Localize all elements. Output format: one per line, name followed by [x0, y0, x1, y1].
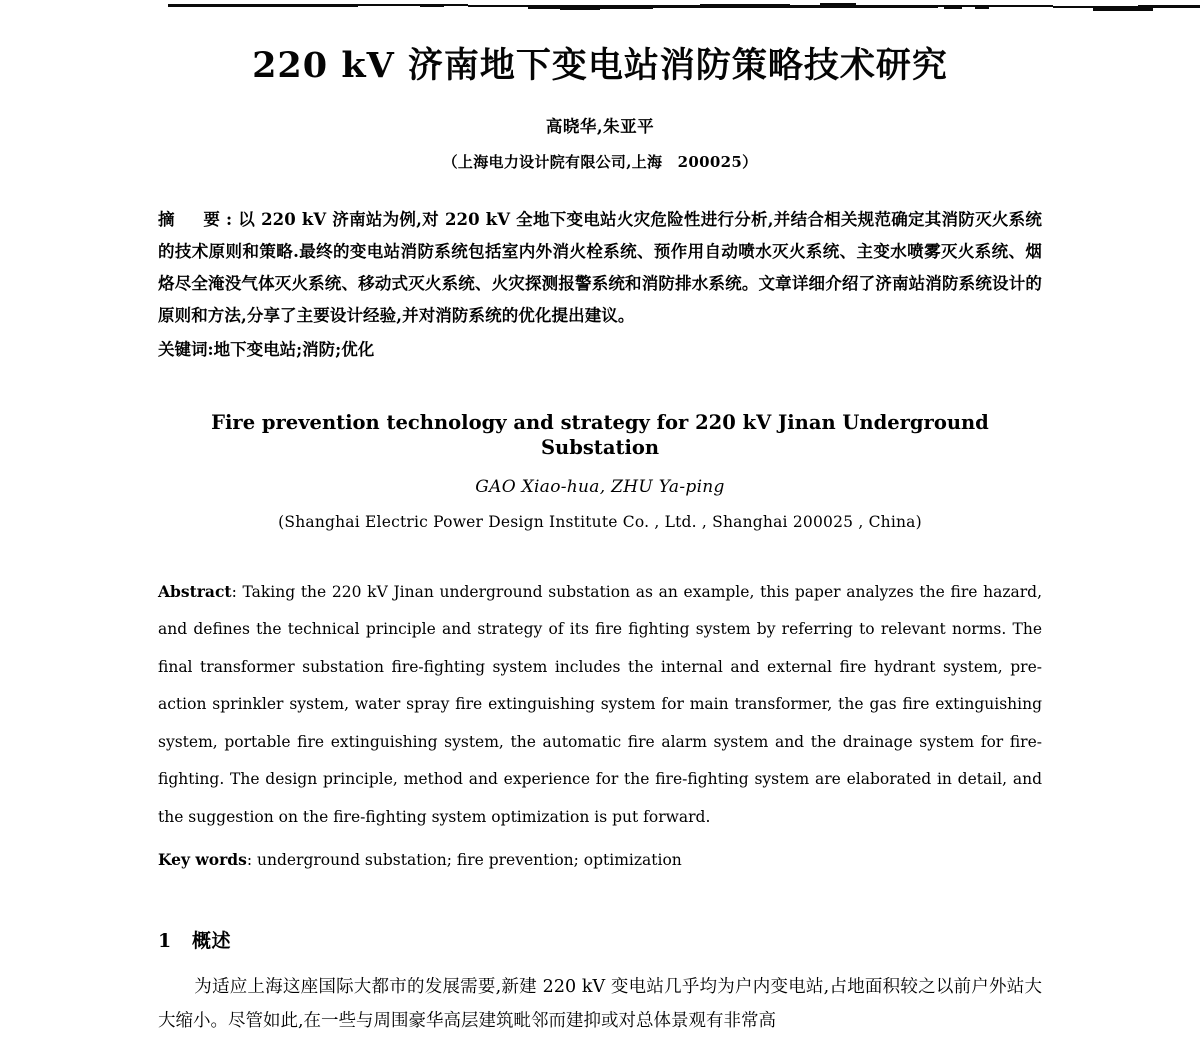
chinese-affiliation: （上海电力设计院有限公司,上海 200025）	[442, 152, 758, 171]
section-number: 1	[158, 929, 172, 952]
english-keywords-label: Key words	[158, 850, 247, 870]
section-title: 概述	[192, 929, 232, 952]
english-affiliation: (Shanghai Electric Power Design Institute Co. , Ltd. , Shanghai 200025 , China)	[278, 512, 922, 531]
english-keywords-text: underground substation; fire prevention; optimization	[256, 851, 682, 870]
page-content-column	[158, 0, 1042, 1056]
english-abstract-text: Taking the 220 kV Jinan underground substation as an example, this paper analyzes the fire hazard, and defines the technical principle and strategy of its fire fighting system by referring to relevant norms. The final transformer substation fire-fighting system includes the internal and external fire hydrant system, pre-action sprinkler system, water spray fire extinguishing system for main transformer, the gas fire extinguishing system, portable fire extinguishing system, the automatic fire alarm system and the drainage system for fire-fighting. The design principle, method and experience for the fire-fighting system are elaborated in detail, and the suggestion on the fire-fighting system optimization is put forward.	[158, 582, 1042, 826]
chinese-abstract-label: 摘 要:	[158, 209, 239, 229]
english-abstract-separator: :	[231, 582, 237, 601]
english-abstract	[158, 573, 1042, 837]
english-title: Fire prevention technology and strategy for 220 kV Jinan Underground Substation	[211, 410, 989, 460]
chinese-abstract	[158, 204, 1042, 333]
section-heading-1	[158, 926, 1042, 953]
section-1-paragraph-1-text: 为适应上海这座国际大都市的发展需要,新建 220 kV 变电站几乎均为户内变电站,占地面积较之以前户外站大大缩小。尽管如此,在一些与周围豪华高层建筑毗邻而建抑或对总体景观有非常高	[158, 976, 1042, 1031]
chinese-keywords	[158, 334, 1042, 365]
page-title: 220 kV 济南地下变电站消防策略技术研究	[252, 45, 948, 86]
chinese-abstract-text: 以 220 kV 济南站为例,对 220 kV 全地下变电站火灾危险性进行分析,并结合相关规范确定其消防灭火系统的技术原则和策略.最终的变电站消防系统包括室内外消火栓系统、预作用自动喷水灭火系统、主变水喷雾灭火系统、烟烙尽全淹没气体灭火系统、移动式灭火系统、火灾探测报警系统和消防排水系统。文章详细介绍了济南站消防系统设计的原则和方法,分享了主要设计经验,并对消防系统的优化提出建议。	[158, 209, 1042, 326]
chinese-authors: 高晓华,朱亚平	[545, 116, 655, 136]
chinese-keywords-text: 地下变电站;消防;优化	[213, 340, 375, 360]
english-keywords	[158, 842, 1042, 879]
english-keywords-separator: :	[246, 851, 253, 870]
section-1-paragraph-1	[158, 971, 1042, 1039]
english-abstract-label: Abstract	[158, 581, 232, 601]
chinese-keywords-label: 关键词:	[158, 340, 214, 360]
english-authors: GAO Xiao-hua, ZHU Ya-ping	[475, 476, 725, 497]
